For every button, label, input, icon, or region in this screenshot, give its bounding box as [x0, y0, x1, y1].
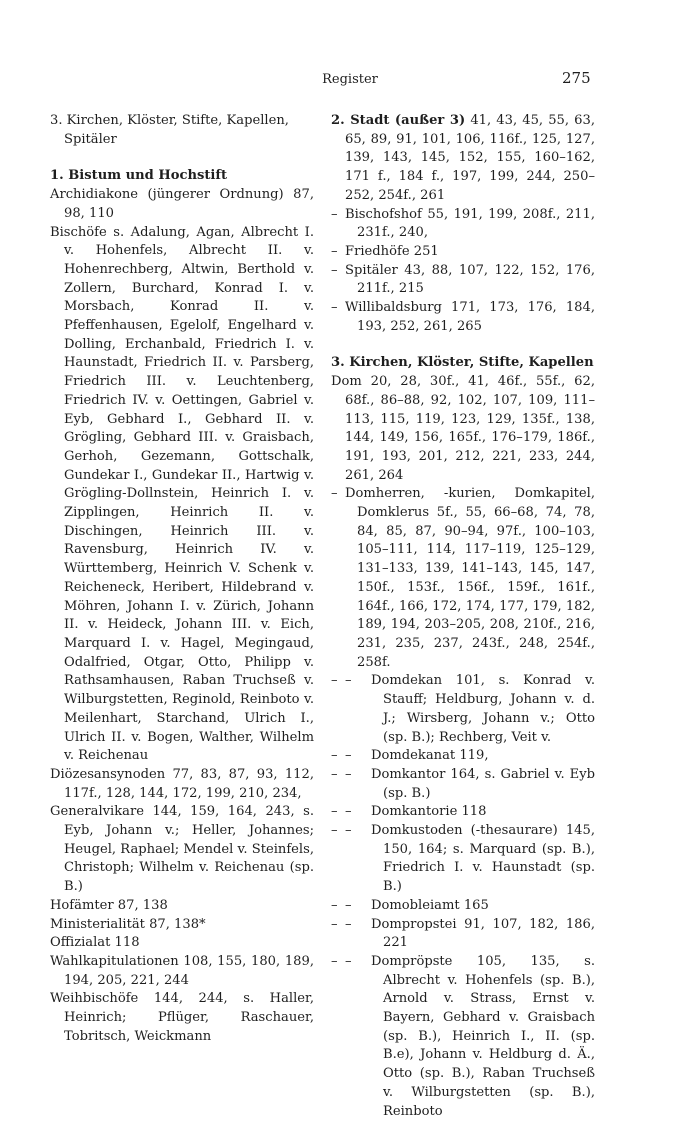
subsubentry-dompröpste: [331, 953, 595, 1121]
subentry-friedhoefe: [331, 243, 595, 262]
stadt-references: 41, 43, 45, 55, 63, 65, 89, 91, 101, 106, 116f., 125, 127, 139, 143, 145, 152, 155, 160–162, 171 f., 184 f., 197, 199, 244, 250–252, 254f., 261: [345, 113, 595, 203]
subentry-text: Domdekanat 119,: [371, 748, 489, 764]
dash-marker: –: [331, 300, 338, 316]
subsubentry-domkantor: [331, 766, 595, 803]
index-entry-hofaemter: Hofämter 87, 138: [50, 897, 168, 913]
double-dash-marker: – –: [331, 897, 352, 913]
subentry-text: Dompropstei 91, 107, 182, 186, 221: [371, 916, 595, 951]
index-entry-archidiakone: Archidiakone (jüngerer Ordnung) 87, 98, 110: [50, 187, 314, 221]
subentry-text: Domkantor 164, s. Gabriel v. Eyb (sp. B.): [371, 766, 595, 801]
double-dash-marker: – –: [331, 916, 352, 932]
dash-marker: –: [331, 243, 338, 259]
double-dash-marker: – –: [331, 766, 352, 782]
subentry-text: Domherren, -kurien, Domkapitel, Domklerus 5f., 55, 66–68, 74, 78, 84, 85, 87, 90–94, 97f., 100–103, 105–111, 114, 117–119, 125–129, 131–133, 139, 141–143, 145, 147, 150f., 153f., 156f., 159f., 161f., 164f., 166, 172, 174, 177, 179, 182, 189, 194, 203–205, 208, 210f., 216, 231, 235, 237, 243f., 248, 254f., 258f.: [345, 486, 595, 670]
index-entry-bischoefe: Bischöfe s. Adalung, Agan, Albrecht I. v. Hohenfels, Albrecht II. v. Hohenrechberg, Altwin, Berthold v. Zollern, Burchard, Konrad I. v. Morsbach, Konrad II. v. Pfeffenhausen, Egelolf, Engelhard v. Dolling, Erchanbald, Friedrich I. v. Haunstadt, Friedrich II. v. Parsberg, Friedrich III. v. Leuchtenberg, Friedrich IV. v. Oettingen, Gabriel v. Eyb, Gebhard I., Gebhard II. v. Grögling, Gebhard III. v. Graisbach, Gerhoh, Gezemann, Gottschalk, Gundekar I., Gundekar II., Hartwig v. Grögling-Dollnstein, Heinrich I. v. Zipplingen, Heinrich II. v. Dischingen, Heinrich III. v. Ravensburg, Heinrich IV. v. Württemberg, Heinrich V. Schenk v. Reicheneck, Heribert, Hildebrand v. Möhren, Johann I. v. Zürich, Johann II. v. Heideck, Johann III. v. Eich, Marquard I. v. Hagel, Megingaud, Odalfried, Otgar, Otto, Philipp v. Rathsamhausen, Raban Truchseß v. Wilburgstetten, Reginold, Reinboto v. Meilenhart, Starchand, Ulrich I., Ulrich II. v. Bogen, Walther, Wilhelm v. Reichenau: [50, 224, 314, 764]
page-number: 275: [562, 69, 591, 87]
section-heading-kirchen: 3. Kirchen, Klöster, Stifte, Kapellen: [331, 355, 594, 371]
subentry-text: Bischofshof 55, 191, 199, 208f., 211, 231f., 240,: [345, 206, 595, 241]
double-dash-marker: – –: [331, 804, 352, 820]
subentry-text: Spitäler 43, 88, 107, 122, 152, 176, 211f., 215: [345, 262, 595, 297]
index-entry-generalvikare: Generalvikare 144, 159, 164, 243, s. Eyb, Johann v.; Heller, Johannes; Heugel, Raphael; Mendel v. Steinfels, Christoph; Wilhelm v. Reichenau (sp. B.): [50, 804, 314, 895]
intro-entry: 3. Kirchen, Klöster, Stifte, Kapellen, Spitäler: [50, 113, 289, 147]
subentry-text: Domdekan 101, s. Konrad v. Stauff; Heldburg, Johann v. d. J.; Wirsberg, Johann v.; Otto (sp. B.); Rechberg, Veit v.: [371, 673, 595, 745]
subsubentry-domobleiamt: [331, 897, 595, 916]
subsubentry-domdekanat: [331, 747, 595, 766]
subsubentry-domdekan: [331, 672, 595, 747]
subentry-text: Domobleiamt 165: [371, 897, 489, 913]
index-entry-ministerialitaet: Ministerialität 87, 138*: [50, 916, 206, 932]
double-dash-marker: – –: [331, 823, 352, 839]
subentry-domherren: [331, 485, 595, 672]
section-heading-stadt: 2. Stadt (außer 3): [331, 113, 466, 128]
subentry-text: Domkustoden (-thesaurare) 145, 150, 164; s. Marquard (sp. B.), Friedrich I. v. Haunstadt (sp. B.): [371, 823, 595, 895]
subsubentry-dompropstei: [331, 916, 595, 953]
dash-marker: –: [331, 206, 338, 222]
section-heading-bistum: 1. Bistum und Hochstift: [50, 168, 228, 184]
index-entry-offizialat: Offizialat 118: [50, 935, 140, 951]
dash-marker: –: [331, 262, 338, 278]
running-header-title: Register: [322, 72, 378, 87]
index-entry-dioezesansynoden: Diözesansynoden 77, 83, 87, 93, 112, 117f., 128, 144, 172, 199, 210, 234,: [50, 766, 314, 801]
subentry-text: Friedhöfe 251: [345, 243, 439, 259]
subentry-text: Willibaldsburg 171, 173, 176, 184, 193, 252, 261, 265: [345, 300, 595, 334]
index-entry-dom: Dom 20, 28, 30f., 41, 46f., 55f., 62, 68f., 86–88, 92, 102, 107, 109, 111–113, 115, 119, 123, 129, 135f., 138, 144, 149, 156, 165f., 176–179, 186f., 191, 193, 201, 212, 221, 233, 244, 261, 264: [331, 374, 595, 483]
index-entry-weihbischoefe: Weihbischöfe 144, 244, s. Haller, Heinrich; Pflüger, Raschauer, Tobritsch, Weickmann: [50, 991, 314, 1044]
subentry-text: Dompröpste 105, 135, s. Albrecht v. Hohenfels (sp. B.), Arnold v. Strass, Ernst v. Bayern, Gebhard v. Graisbach (sp. B.), Heinrich I., II. (sp. B.e), Johann v. Heldburg d. Ä., Otto (sp. B.), Raban Truchseß v. Wilburgstetten (sp. B.), Reinboto: [371, 953, 595, 1119]
spacer: [331, 336, 595, 354]
right-column: [331, 112, 595, 1121]
double-dash-marker: – –: [331, 748, 352, 764]
double-dash-marker: – –: [331, 673, 352, 689]
index-entry-wahlkapitulationen: Wahlkapitulationen 108, 155, 180, 189, 194, 205, 221, 244: [50, 953, 314, 988]
spacer: [50, 149, 314, 167]
subentry-bischofshof: [331, 206, 595, 243]
subentry-willibaldsburg: [331, 299, 595, 336]
index-entry-stadt: [331, 112, 595, 206]
dash-marker: –: [331, 486, 338, 502]
double-dash-marker: – –: [331, 953, 352, 969]
subentry-spitaeler: [331, 262, 595, 299]
left-column: [50, 112, 314, 1046]
subsubentry-domkantorie: [331, 803, 595, 822]
subentry-text: Domkantorie 118: [371, 804, 487, 820]
subsubentry-domkustoden: [331, 822, 595, 897]
